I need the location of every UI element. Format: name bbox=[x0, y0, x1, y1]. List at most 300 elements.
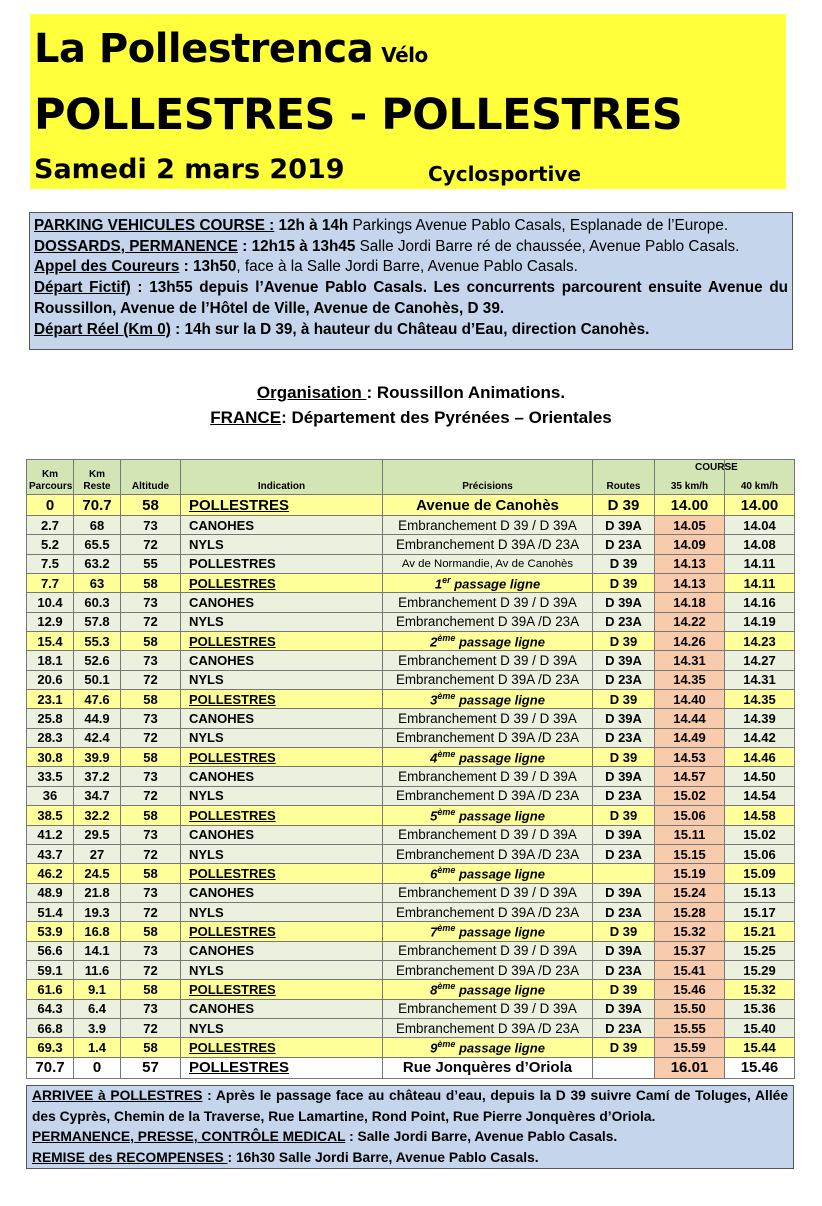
table-row bbox=[27, 516, 795, 535]
title-banner bbox=[30, 14, 786, 189]
time-35-cell: 15.24 bbox=[655, 883, 725, 902]
precision-cell: Avenue de Canohès bbox=[383, 495, 593, 516]
time-35-cell: 15.37 bbox=[655, 941, 725, 960]
km-reste-cell: 63.2 bbox=[74, 554, 121, 573]
km-reste-cell: 44.9 bbox=[74, 709, 121, 728]
parking-time: 12h à 14h bbox=[274, 217, 349, 234]
passage-number: 2 bbox=[430, 634, 438, 650]
header-precisions: Précisions bbox=[383, 460, 593, 495]
table-row bbox=[27, 960, 795, 979]
table-row bbox=[27, 535, 795, 554]
indication-cell: NYLS bbox=[181, 612, 383, 631]
precision-cell: Embranchement D 39A /D 23A bbox=[383, 902, 593, 921]
km-parcours-cell: 43.7 bbox=[27, 844, 74, 863]
altitude-cell: 73 bbox=[121, 941, 181, 960]
altitude-cell: 72 bbox=[121, 844, 181, 863]
km-parcours-cell: 48.9 bbox=[27, 883, 74, 902]
passage-ordinal: ème bbox=[437, 633, 456, 644]
time-40-cell: 14.31 bbox=[725, 670, 795, 689]
route-table bbox=[26, 459, 795, 1079]
table-row bbox=[27, 728, 795, 747]
km-parcours-cell: 20.6 bbox=[27, 670, 74, 689]
table-row bbox=[27, 999, 795, 1018]
route-cell: D 23A bbox=[593, 960, 655, 979]
time-35-cell: 14.57 bbox=[655, 767, 725, 786]
time-35-cell: 15.19 bbox=[655, 864, 725, 883]
time-40-cell: 15.13 bbox=[725, 883, 795, 902]
km-reste-cell: 70.7 bbox=[74, 495, 121, 516]
route-cell: D 39 bbox=[593, 574, 655, 593]
altitude-cell: 73 bbox=[121, 999, 181, 1018]
km-parcours-cell: 2.7 bbox=[27, 516, 74, 535]
passage-text: passage ligne bbox=[455, 924, 545, 940]
time-40-cell: 15.36 bbox=[725, 999, 795, 1018]
km-parcours-cell: 12.9 bbox=[27, 612, 74, 631]
route-cell: D 39A bbox=[593, 767, 655, 786]
km-reste-cell: 11.6 bbox=[74, 960, 121, 979]
organisation-text: : Roussillon Animations. bbox=[366, 383, 566, 402]
indication-cell: CANOHES bbox=[181, 651, 383, 670]
indication-cell: NYLS bbox=[181, 902, 383, 921]
table-row bbox=[27, 806, 795, 825]
dossards-text: Salle Jordi Barre ré de chaussée, Avenue Pablo Casals. bbox=[355, 237, 740, 255]
altitude-cell: 73 bbox=[121, 709, 181, 728]
time-40-cell: 15.46 bbox=[725, 1057, 795, 1078]
altitude-cell: 58 bbox=[121, 632, 181, 651]
precision-cell bbox=[383, 1038, 593, 1057]
altitude-cell: 73 bbox=[121, 651, 181, 670]
table-row bbox=[27, 980, 795, 999]
header-km-reste: Km Reste bbox=[74, 460, 121, 495]
passage-ordinal: ème bbox=[437, 1039, 456, 1050]
route-cell: D 39 bbox=[593, 922, 655, 941]
km-reste-cell: 37.2 bbox=[74, 767, 121, 786]
appel-text: , face à la Salle Jordi Barre, Avenue Pablo Casals. bbox=[236, 258, 578, 276]
precision-cell bbox=[383, 922, 593, 941]
time-40-cell: 15.02 bbox=[725, 825, 795, 844]
table-row bbox=[27, 864, 795, 883]
table-row bbox=[27, 612, 795, 631]
passage-number: 1 bbox=[434, 576, 443, 592]
km-parcours-cell: 36 bbox=[27, 786, 74, 805]
parking-label: PARKING VEHICULES COURSE : bbox=[34, 217, 275, 234]
indication-cell: NYLS bbox=[181, 728, 383, 747]
indication-cell: POLLESTRES bbox=[181, 748, 383, 767]
indication-cell: POLLESTRES bbox=[181, 806, 383, 825]
km-parcours-cell: 70.7 bbox=[27, 1057, 74, 1078]
precision-cell: Embranchement D 39 / D 39A bbox=[383, 651, 593, 670]
precision-cell: Embranchement D 39A /D 23A bbox=[383, 960, 593, 979]
km-parcours-cell: 5.2 bbox=[27, 535, 74, 554]
time-35-cell: 14.00 bbox=[655, 495, 725, 516]
indication-cell: POLLESTRES bbox=[181, 690, 383, 709]
precision-cell: Embranchement D 39 / D 39A bbox=[383, 516, 593, 535]
time-40-cell: 15.17 bbox=[725, 902, 795, 921]
route-table-body bbox=[27, 460, 795, 1079]
time-40-cell: 14.16 bbox=[725, 593, 795, 612]
km-reste-cell: 9.1 bbox=[74, 980, 121, 999]
passage-number: 6 bbox=[430, 866, 438, 882]
table-row bbox=[27, 767, 795, 786]
indication-cell: CANOHES bbox=[181, 767, 383, 786]
indication-cell: POLLESTRES bbox=[181, 574, 383, 593]
indication-cell: NYLS bbox=[181, 960, 383, 979]
km-reste-cell: 3.9 bbox=[74, 1018, 121, 1037]
header-course: COURSE bbox=[695, 462, 738, 473]
time-35-cell: 15.32 bbox=[655, 922, 725, 941]
route-cell: D 39 bbox=[593, 1038, 655, 1057]
km-reste-cell: 47.6 bbox=[74, 690, 121, 709]
table-row bbox=[27, 902, 795, 921]
time-35-cell: 14.13 bbox=[655, 574, 725, 593]
table-row bbox=[27, 670, 795, 689]
route-cell: D 23A bbox=[593, 1018, 655, 1037]
time-35-cell: 14.05 bbox=[655, 516, 725, 535]
passage-number: 9 bbox=[430, 1040, 438, 1056]
region-text: : Département des Pyrénées – Orientales bbox=[281, 408, 612, 427]
altitude-cell: 72 bbox=[121, 902, 181, 921]
passage-number: 3 bbox=[430, 692, 438, 708]
indication-cell: NYLS bbox=[181, 535, 383, 554]
altitude-cell: 73 bbox=[121, 825, 181, 844]
altitude-cell: 58 bbox=[121, 980, 181, 999]
time-40-cell: 14.46 bbox=[725, 748, 795, 767]
indication-cell: CANOHES bbox=[181, 941, 383, 960]
altitude-cell: 58 bbox=[121, 748, 181, 767]
table-row bbox=[27, 574, 795, 593]
route-cell: D 39 bbox=[593, 748, 655, 767]
km-parcours-cell: 64.3 bbox=[27, 999, 74, 1018]
km-parcours-cell: 56.6 bbox=[27, 941, 74, 960]
time-40-cell: 14.11 bbox=[725, 554, 795, 573]
indication-cell: POLLESTRES bbox=[181, 1057, 383, 1078]
table-row bbox=[27, 922, 795, 941]
region-label: FRANCE bbox=[210, 408, 282, 427]
dossards-time: : 12h15 à 13h45 bbox=[237, 237, 356, 255]
precision-cell: Embranchement D 39A /D 23A bbox=[383, 612, 593, 631]
km-reste-cell: 63 bbox=[74, 574, 121, 593]
indication-cell: CANOHES bbox=[181, 883, 383, 902]
event-type: Cyclosportive bbox=[428, 162, 582, 186]
km-parcours-cell: 25.8 bbox=[27, 709, 74, 728]
remise-text: : 16h30 Salle Jordi Barre, Avenue Pablo Casals. bbox=[227, 1149, 539, 1165]
time-35-cell: 15.02 bbox=[655, 786, 725, 805]
route-cell: D 39 bbox=[593, 980, 655, 999]
passage-text: passage ligne bbox=[455, 692, 545, 708]
km-parcours-cell: 10.4 bbox=[27, 593, 74, 612]
parking-line bbox=[34, 216, 788, 237]
km-reste-cell: 39.9 bbox=[74, 748, 121, 767]
time-35-cell: 15.50 bbox=[655, 999, 725, 1018]
dossards-label: DOSSARDS, PERMANENCE bbox=[34, 237, 238, 255]
table-header-row bbox=[27, 460, 795, 495]
time-35-cell: 15.28 bbox=[655, 902, 725, 921]
table-row bbox=[27, 1018, 795, 1037]
route-cell: D 39 bbox=[593, 495, 655, 516]
time-40-cell: 15.40 bbox=[725, 1018, 795, 1037]
route-cell: D 39A bbox=[593, 825, 655, 844]
passage-number: 4 bbox=[430, 750, 438, 766]
km-reste-cell: 29.5 bbox=[74, 825, 121, 844]
km-parcours-cell: 59.1 bbox=[27, 960, 74, 979]
table-row bbox=[27, 748, 795, 767]
time-40-cell: 14.19 bbox=[725, 612, 795, 631]
organisation-label: Organisation bbox=[256, 383, 367, 402]
passage-text: passage ligne bbox=[455, 1040, 545, 1056]
fictif-label: Départ Fictif) bbox=[34, 279, 131, 297]
altitude-cell: 72 bbox=[121, 786, 181, 805]
km-reste-cell: 27 bbox=[74, 844, 121, 863]
route-cell: D 39 bbox=[593, 806, 655, 825]
indication-cell: POLLESTRES bbox=[181, 495, 383, 516]
passage-text: passage ligne bbox=[455, 750, 545, 766]
remise-line bbox=[32, 1148, 788, 1169]
precision-cell: Embranchement D 39 / D 39A bbox=[383, 593, 593, 612]
time-40-cell: 14.00 bbox=[725, 495, 795, 516]
km-parcours-cell: 0 bbox=[27, 495, 74, 516]
route-cell bbox=[593, 864, 655, 883]
km-reste-cell: 42.4 bbox=[74, 728, 121, 747]
arrival-info-box bbox=[26, 1085, 794, 1169]
passage-text: passage ligne bbox=[455, 982, 545, 998]
indication-cell: NYLS bbox=[181, 786, 383, 805]
header-35-text: 35 km/h bbox=[670, 481, 709, 492]
km-reste-cell: 68 bbox=[74, 516, 121, 535]
fictif-text: : 13h55 depuis l’Avenue Pablo Casals. Les concurrents parcourent ensuite Avenue du Roussillon, Avenue de l’Hôtel de Ville, Avenue de Canohès, D 39. bbox=[34, 279, 789, 317]
km-reste-cell: 14.1 bbox=[74, 941, 121, 960]
indication-cell: NYLS bbox=[181, 1018, 383, 1037]
route-cell: D 39A bbox=[593, 709, 655, 728]
precision-cell bbox=[383, 574, 593, 593]
altitude-cell: 72 bbox=[121, 535, 181, 554]
event-title bbox=[34, 26, 428, 72]
route-cell: D 39 bbox=[593, 632, 655, 651]
precision-cell: Embranchement D 39 / D 39A bbox=[383, 825, 593, 844]
time-40-cell: 15.29 bbox=[725, 960, 795, 979]
appel-time: : 13h50 bbox=[179, 258, 237, 276]
route-cell: D 39 bbox=[593, 690, 655, 709]
indication-cell: POLLESTRES bbox=[181, 632, 383, 651]
altitude-cell: 58 bbox=[121, 690, 181, 709]
time-40-cell: 15.44 bbox=[725, 1038, 795, 1057]
indication-cell: POLLESTRES bbox=[181, 922, 383, 941]
precision-cell: Embranchement D 39 / D 39A bbox=[383, 767, 593, 786]
km-reste-cell: 60.3 bbox=[74, 593, 121, 612]
precision-cell: Embranchement D 39A /D 23A bbox=[383, 786, 593, 805]
region-line bbox=[0, 408, 822, 428]
arrivee-line bbox=[32, 1086, 788, 1127]
organisation-line bbox=[0, 383, 822, 403]
km-reste-cell: 19.3 bbox=[74, 902, 121, 921]
table-row bbox=[27, 554, 795, 573]
time-35-cell: 15.41 bbox=[655, 960, 725, 979]
km-parcours-cell: 18.1 bbox=[27, 651, 74, 670]
passage-ordinal: ème bbox=[437, 691, 456, 702]
time-35-cell: 16.01 bbox=[655, 1057, 725, 1078]
km-parcours-cell: 61.6 bbox=[27, 980, 74, 999]
passage-ordinal: er bbox=[442, 575, 451, 586]
altitude-cell: 72 bbox=[121, 1018, 181, 1037]
altitude-cell: 73 bbox=[121, 767, 181, 786]
passage-number: 7 bbox=[430, 924, 438, 940]
time-35-cell: 14.53 bbox=[655, 748, 725, 767]
passage-ordinal: ème bbox=[437, 807, 456, 818]
altitude-cell: 72 bbox=[121, 728, 181, 747]
precision-cell: Embranchement D 39A /D 23A bbox=[383, 728, 593, 747]
time-35-cell: 14.26 bbox=[655, 632, 725, 651]
dossards-line bbox=[34, 237, 788, 258]
precision-cell bbox=[383, 748, 593, 767]
route-cell bbox=[593, 1057, 655, 1078]
time-35-cell: 14.35 bbox=[655, 670, 725, 689]
indication-cell: CANOHES bbox=[181, 709, 383, 728]
precision-cell bbox=[383, 806, 593, 825]
route-cell: D 23A bbox=[593, 535, 655, 554]
altitude-cell: 73 bbox=[121, 516, 181, 535]
km-reste-cell: 55.3 bbox=[74, 632, 121, 651]
indication-cell: CANOHES bbox=[181, 593, 383, 612]
km-parcours-cell: 15.4 bbox=[27, 632, 74, 651]
time-35-cell: 14.40 bbox=[655, 690, 725, 709]
km-parcours-cell: 38.5 bbox=[27, 806, 74, 825]
indication-cell: POLLESTRES bbox=[181, 980, 383, 999]
precision-cell: Embranchement D 39 / D 39A bbox=[383, 941, 593, 960]
time-40-cell: 15.06 bbox=[725, 844, 795, 863]
precision-cell bbox=[383, 690, 593, 709]
passage-text: passage ligne bbox=[455, 808, 545, 824]
altitude-cell: 58 bbox=[121, 922, 181, 941]
table-row bbox=[27, 690, 795, 709]
precision-cell: Embranchement D 39A /D 23A bbox=[383, 535, 593, 554]
passage-ordinal: ème bbox=[437, 923, 456, 934]
time-40-cell: 14.11 bbox=[725, 574, 795, 593]
route-cell: D 23A bbox=[593, 670, 655, 689]
precision-cell bbox=[383, 980, 593, 999]
route-title: POLLESTRES - POLLESTRES bbox=[34, 90, 683, 140]
km-parcours-cell: 41.2 bbox=[27, 825, 74, 844]
time-35-cell: 15.46 bbox=[655, 980, 725, 999]
km-reste-cell: 6.4 bbox=[74, 999, 121, 1018]
altitude-cell: 72 bbox=[121, 670, 181, 689]
altitude-cell: 58 bbox=[121, 495, 181, 516]
table-row bbox=[27, 593, 795, 612]
header-indication: Indication bbox=[181, 460, 383, 495]
indication-cell: NYLS bbox=[181, 844, 383, 863]
permanence-text: : Salle Jordi Barre, Avenue Pablo Casals. bbox=[345, 1129, 618, 1144]
time-35-cell: 14.13 bbox=[655, 554, 725, 573]
route-cell: D 39A bbox=[593, 593, 655, 612]
time-35-cell: 15.59 bbox=[655, 1038, 725, 1057]
indication-cell: NYLS bbox=[181, 670, 383, 689]
passage-ordinal: ème bbox=[437, 981, 456, 992]
table-row bbox=[27, 709, 795, 728]
km-parcours-cell: 23.1 bbox=[27, 690, 74, 709]
time-40-cell: 14.54 bbox=[725, 786, 795, 805]
route-cell: D 23A bbox=[593, 844, 655, 863]
table-row bbox=[27, 651, 795, 670]
event-title-text: La Pollestrenca bbox=[34, 26, 374, 72]
passage-text: passage ligne bbox=[455, 866, 545, 882]
passage-ordinal: ème bbox=[437, 865, 456, 876]
table-row bbox=[27, 825, 795, 844]
indication-cell: CANOHES bbox=[181, 825, 383, 844]
precision-cell bbox=[383, 632, 593, 651]
precision-cell: Embranchement D 39A /D 23A bbox=[383, 1018, 593, 1037]
km-reste-cell: 16.8 bbox=[74, 922, 121, 941]
km-parcours-cell: 7.5 bbox=[27, 554, 74, 573]
altitude-cell: 58 bbox=[121, 864, 181, 883]
header-routes: Routes bbox=[593, 460, 655, 495]
km-parcours-cell: 7.7 bbox=[27, 574, 74, 593]
header-35kmh bbox=[655, 460, 738, 495]
route-cell: D 39A bbox=[593, 516, 655, 535]
time-40-cell: 14.42 bbox=[725, 728, 795, 747]
table-row bbox=[27, 1057, 795, 1078]
precision-cell: Av de Normandie, Av de Canohès bbox=[383, 554, 593, 573]
km-parcours-cell: 53.9 bbox=[27, 922, 74, 941]
fictif-line bbox=[34, 278, 788, 319]
arrivee-text: : Après le passage face au château d’eau, depuis la D 39 suivre Camí de Toluges, Allée des Cyprès, Chemin de la Traverse, Rue Lamartine, Rond Point, Rue Pierre Jonquères d’Oriola. bbox=[32, 1088, 788, 1124]
indication-cell: POLLESTRES bbox=[181, 554, 383, 573]
time-40-cell: 14.08 bbox=[725, 535, 795, 554]
start-info-box bbox=[29, 212, 793, 350]
table-row bbox=[27, 495, 795, 516]
time-40-cell: 14.58 bbox=[725, 806, 795, 825]
km-reste-cell: 32.2 bbox=[74, 806, 121, 825]
time-40-cell: 15.32 bbox=[725, 980, 795, 999]
reel-line bbox=[34, 320, 788, 341]
km-reste-cell: 1.4 bbox=[74, 1038, 121, 1057]
table-row bbox=[27, 941, 795, 960]
precision-cell: Embranchement D 39A /D 23A bbox=[383, 844, 593, 863]
route-cell: D 23A bbox=[593, 902, 655, 921]
altitude-cell: 73 bbox=[121, 593, 181, 612]
route-cell: D 39A bbox=[593, 941, 655, 960]
km-reste-cell: 34.7 bbox=[74, 786, 121, 805]
arrivee-label: ARRIVEE à POLLESTRES bbox=[32, 1088, 203, 1103]
remise-label: REMISE des RECOMPENSES bbox=[32, 1149, 228, 1165]
km-reste-cell: 24.5 bbox=[74, 864, 121, 883]
km-reste-cell: 21.8 bbox=[74, 883, 121, 902]
passage-text: passage ligne bbox=[450, 576, 541, 592]
indication-cell: CANOHES bbox=[181, 999, 383, 1018]
reel-text: : 14h sur la D 39, à hauteur du Château d’Eau, direction Canohès. bbox=[170, 320, 650, 338]
km-reste-cell: 52.6 bbox=[74, 651, 121, 670]
time-40-cell: 14.27 bbox=[725, 651, 795, 670]
altitude-cell: 72 bbox=[121, 612, 181, 631]
time-35-cell: 15.11 bbox=[655, 825, 725, 844]
route-cell: D 39A bbox=[593, 999, 655, 1018]
km-parcours-cell: 30.8 bbox=[27, 748, 74, 767]
altitude-cell: 58 bbox=[121, 1038, 181, 1057]
altitude-cell: 72 bbox=[121, 960, 181, 979]
event-date: Samedi 2 mars 2019 bbox=[34, 154, 345, 185]
indication-cell: POLLESTRES bbox=[181, 864, 383, 883]
time-40-cell: 14.39 bbox=[725, 709, 795, 728]
time-35-cell: 15.15 bbox=[655, 844, 725, 863]
time-35-cell: 14.31 bbox=[655, 651, 725, 670]
indication-cell: CANOHES bbox=[181, 516, 383, 535]
route-cell: D 39A bbox=[593, 651, 655, 670]
time-40-cell: 14.04 bbox=[725, 516, 795, 535]
reel-label: Départ Réel (Km 0) bbox=[34, 320, 171, 338]
route-cell: D 39 bbox=[593, 554, 655, 573]
altitude-cell: 57 bbox=[121, 1057, 181, 1078]
table-row bbox=[27, 844, 795, 863]
appel-label: Appel des Coureurs bbox=[34, 258, 180, 276]
time-35-cell: 14.22 bbox=[655, 612, 725, 631]
altitude-cell: 58 bbox=[121, 574, 181, 593]
